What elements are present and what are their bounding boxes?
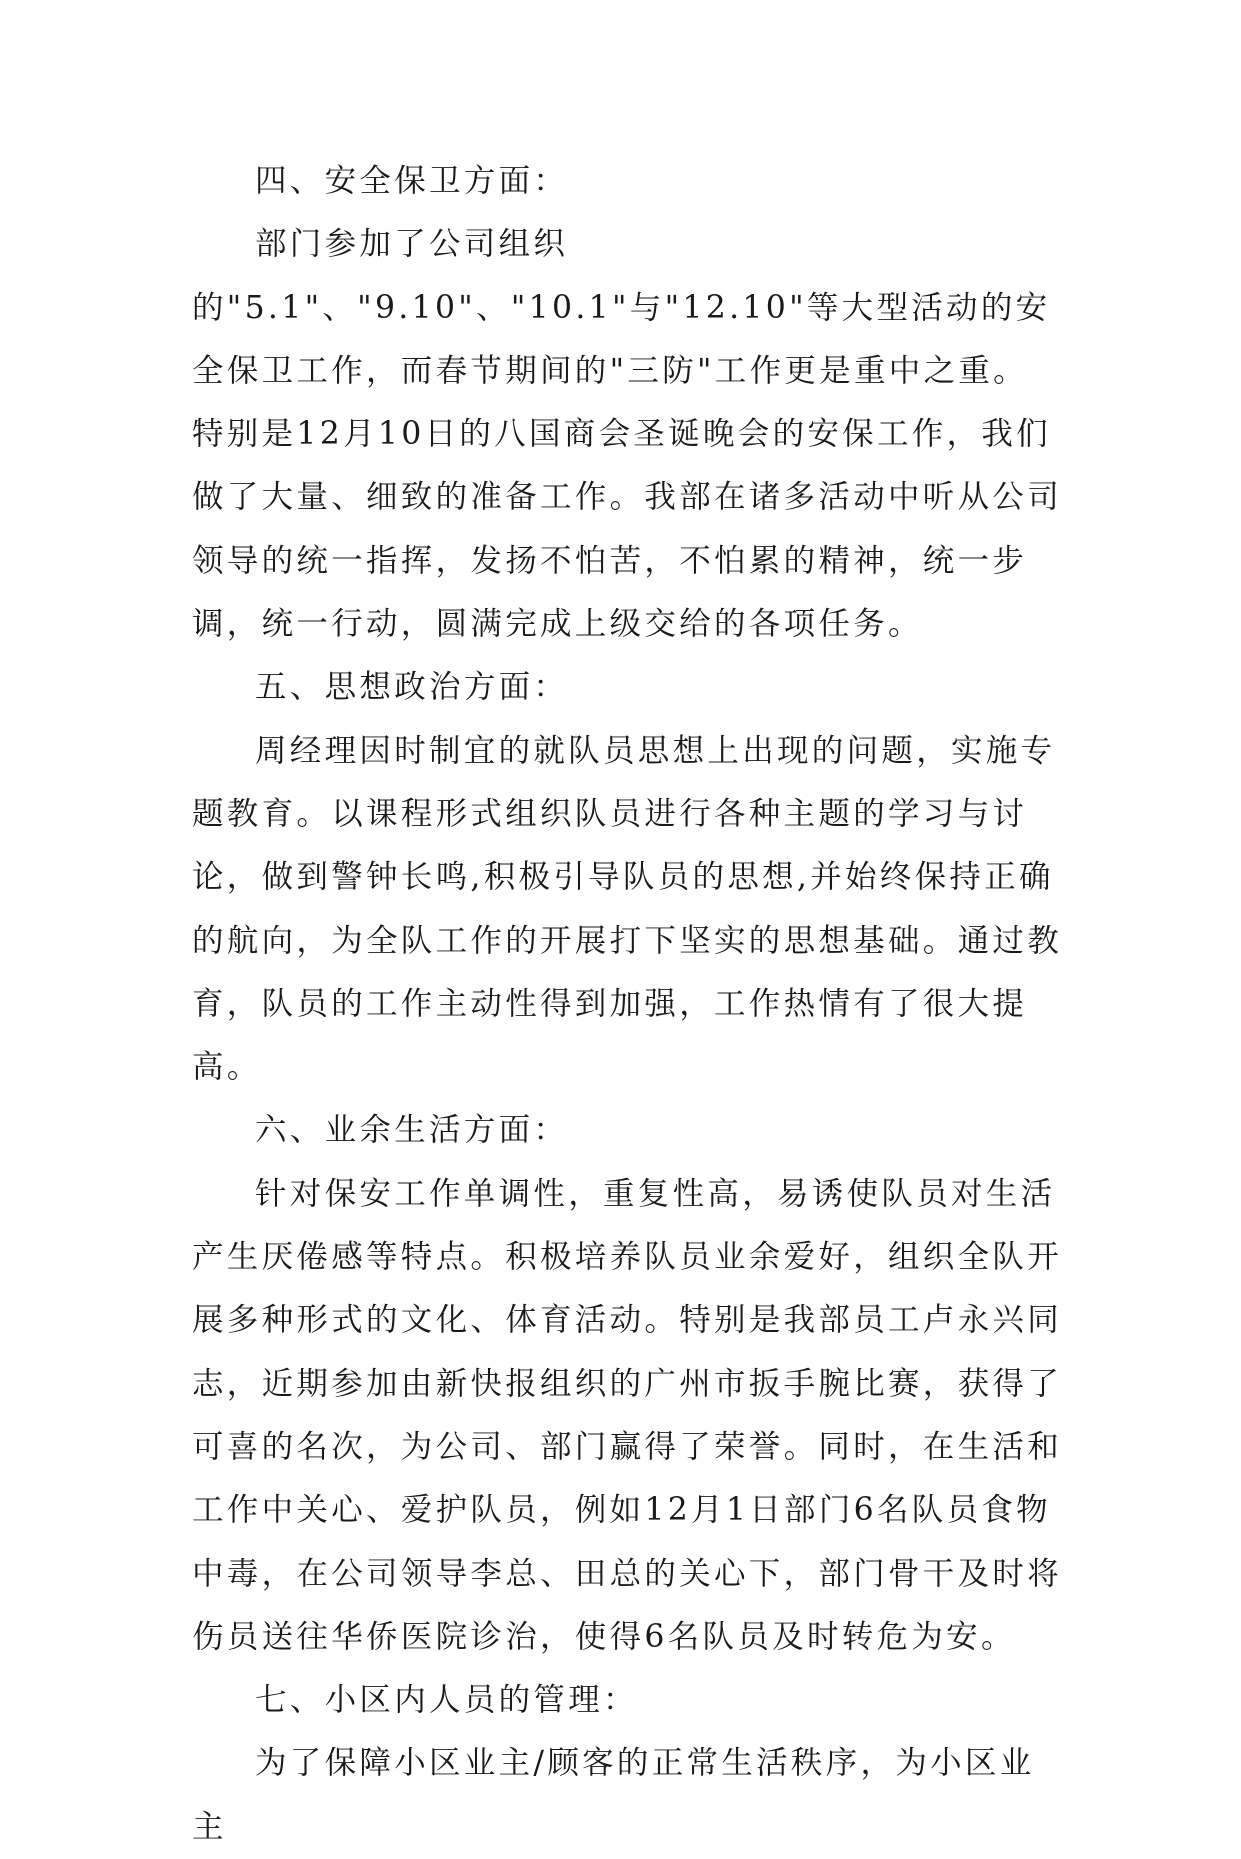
section-heading-ideology: 五、思想政治方面：: [255, 669, 569, 706]
paragraph-leisure: 针对保安工作单调性，重复性高，易诱使队员对生活产生厌倦感等特点。积极培养队员业余爱好，组织全队开展多种形式的文化、体育活动。特别是我部员工卢永兴同志，近期参加由新快报组织的广州市扳手腕比赛，获得了可喜的名次，为公司、部门赢得了荣誉。同时，在生活和工作中关心、爱护队员，例如12月1日部门6名队员食物中毒，在公司领导李总、田总的关心下，部门骨干及时将伤员送往华侨医院诊治，使得6名队员及时转危为安。: [192, 1175, 1063, 1655]
document-body: [192, 150, 1062, 1859]
section-heading-residents: 七、小区内人员的管理：: [255, 1682, 638, 1719]
paragraph-ideology: 周经理因时制宜的就队员思想上出现的问题，实施专题教育。以课程形式组织队员进行各种主题的学习与讨论，做到警钟长鸣,积极引导队员的思想,并始终保持正确的航向，为全队工作的开展打下坚实的思想基础。通过教育，队员的工作主动性得到加强，工作热情有了很大提高。: [192, 732, 1063, 1086]
section-heading-leisure: 六、业余生活方面：: [255, 1112, 569, 1149]
paragraph-residents: 为了保障小区业主/顾客的正常生活秩序，为小区业主: [192, 1745, 1035, 1845]
section-heading-security: 四、安全保卫方面：: [255, 163, 569, 199]
paragraph-security: 部门参加了公司组织的"5.1"、"9.10"、"10.1"与"12.10"等大型活动的安全保卫工作，而春节期间的"三防"工作更是重中之重。特别是12月10日的八国商会圣诞晚会的安保工作，我们做了大量、细致的准备工作。我部在诸多活动中听从公司领导的统一指挥，发扬不怕苦，不怕累的精神，统一步调，统一行动，圆满完成上级交给的各项任务。: [192, 226, 1063, 643]
